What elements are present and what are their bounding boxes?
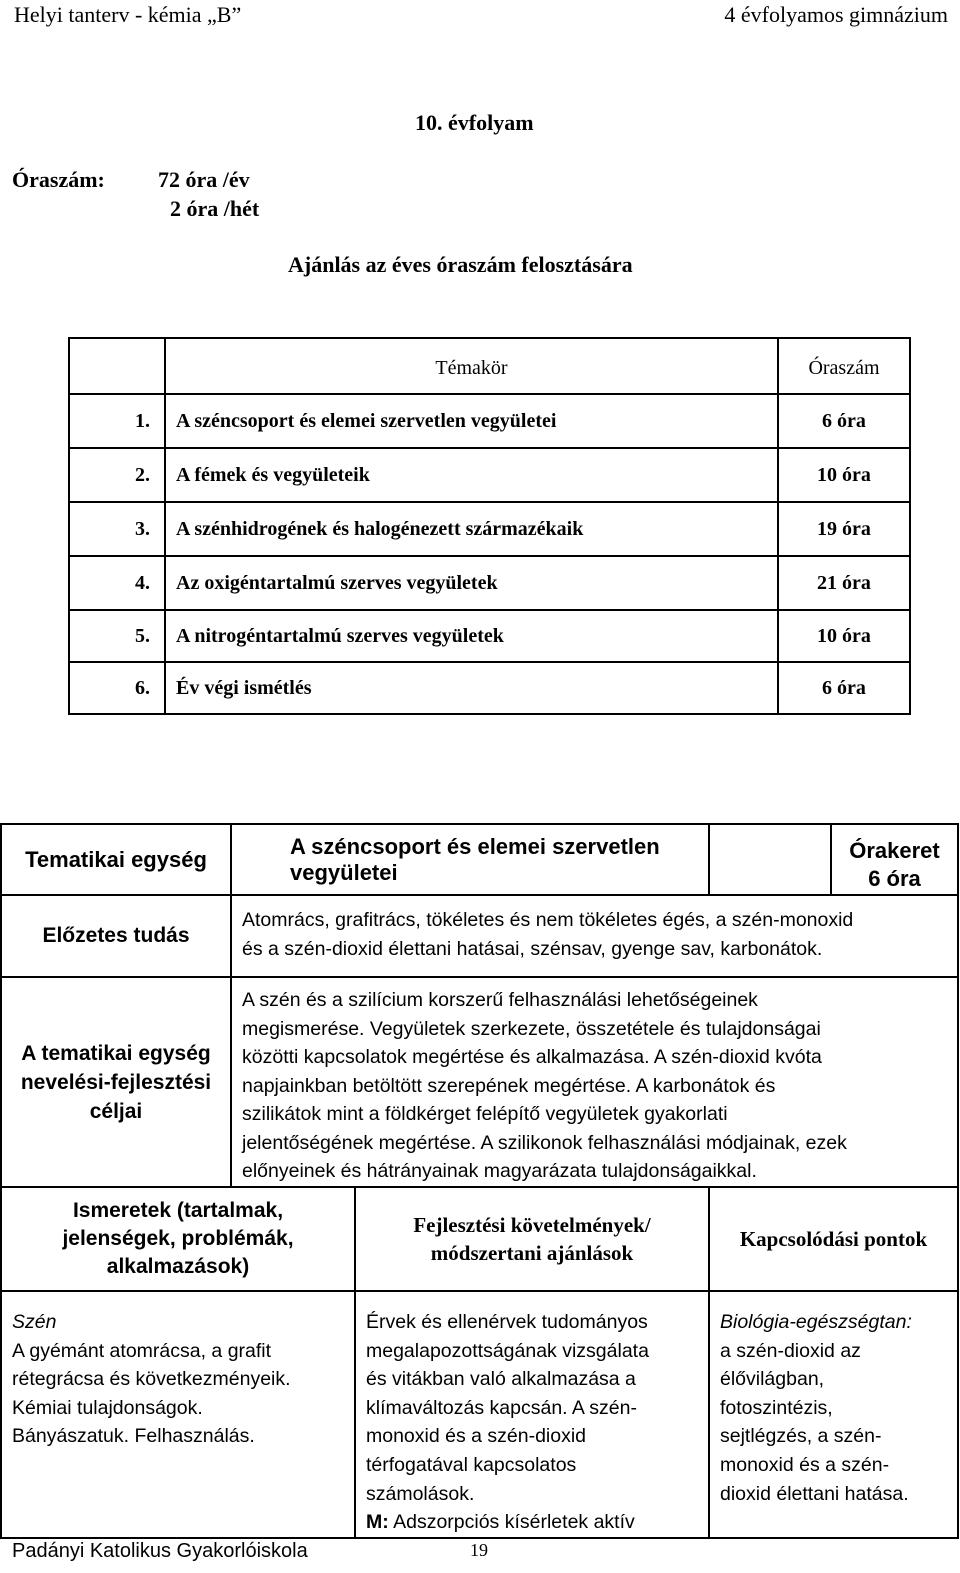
row-num: 6. [69, 662, 165, 714]
row-topic: A széncsoport és elemei szervetlen vegyületei [165, 394, 778, 448]
goals-line: jelentőségének megértése. A szilikonok felhasználási módjainak, ezek [242, 1131, 847, 1154]
goals-line: napjainkban betöltött szerepének megértése. A karbonátok és [242, 1074, 776, 1097]
col3-subtitle: Biológia-egészségtan: [720, 1311, 912, 1333]
goals-label-line: nevelési-fejlesztési [20, 1070, 212, 1094]
row-hours: 6 óra [778, 394, 910, 448]
row-hours: 10 óra [778, 610, 910, 662]
goals-line: megismerése. Vegyületek szerkezete, összetétele és tulajdonságai [242, 1017, 821, 1040]
col2-line: térfogatával kapcsolatos [366, 1453, 577, 1476]
col1-line: rétegrácsa és következményeik. [12, 1368, 291, 1391]
col2-head-line: módszertani ajánlások [430, 1241, 634, 1265]
col2-line: megalapozottságának vizsgálata [366, 1339, 649, 1362]
unit-title-row [1, 824, 958, 895]
unit-title: A széncsoport és elemei szervetlen vegyületei [290, 833, 660, 885]
col2-line: számolások. [366, 1482, 475, 1505]
unit-table [0, 823, 959, 1539]
col3-line: élővilágban, [720, 1368, 825, 1391]
col1-head-line: alkalmazások) [106, 1255, 250, 1278]
col3-line: monoxid és a szén- [720, 1453, 890, 1476]
hours-label: Óraszám: [12, 167, 105, 192]
col2-last-bold: M: [366, 1511, 389, 1534]
goals-label-line: A tematikai egység [21, 1041, 211, 1065]
table-row [69, 502, 910, 556]
prior-line: Atomrács, grafitrács, tökéletes és nem tökéletes égés, a szén-monoxid [242, 909, 854, 931]
table-row [69, 556, 910, 610]
col1-head [1, 1187, 355, 1291]
unit-label: Tematikai egység [1, 824, 231, 895]
goals-text [231, 977, 958, 1187]
grade-title: 10. évfolyam [415, 110, 534, 135]
row-num: 1. [69, 394, 165, 448]
prior-row [1, 895, 958, 977]
goals-line: A szén és a szilícium korszerű felhasználási lehetőségeinek [242, 989, 758, 1011]
col2-line: Érvek és ellenérvek tudományos [366, 1311, 648, 1333]
goals-line: közötti kapcsolatok megértése és alkalmazása. A szén-dioxid kvóta [242, 1046, 822, 1068]
col2-last-line [366, 1508, 702, 1537]
col3-head: Kapcsolódási pontok [709, 1187, 958, 1291]
overview-header-num [69, 338, 165, 394]
col2-head [355, 1187, 709, 1291]
col3-content [709, 1291, 958, 1538]
content-row [1, 1291, 958, 1538]
unit-title-cell [231, 824, 709, 895]
overview-header-row [69, 338, 910, 394]
row-num: 2. [69, 448, 165, 502]
col2-last-rest: Adszorpciós kísérletek aktív [388, 1511, 635, 1534]
goals-line: szilikátok mint a földkérget felépítő vegyületek gyakorlati [242, 1103, 728, 1125]
prior-text [231, 895, 958, 977]
table-row [69, 394, 910, 448]
col3-line: dioxid élettani hatása. [720, 1482, 909, 1505]
col1-subtitle: Szén [12, 1311, 57, 1333]
table-row [69, 662, 910, 714]
col1-line: A gyémánt atomrácsa, a grafit [12, 1339, 272, 1362]
footer-school: Padányi Katolikus Gyakorlóiskola [12, 1540, 308, 1562]
row-hours: 10 óra [778, 448, 910, 502]
col2-head-line: Fejlesztési követelmények/ [413, 1213, 651, 1237]
col1-line: Kémiai tulajdonságok. [12, 1396, 203, 1419]
goals-row [1, 977, 958, 1187]
row-hours: 19 óra [778, 502, 910, 556]
hours-per-year: 72 óra /év [158, 167, 250, 192]
row-num: 3. [69, 502, 165, 556]
header-right: 4 évfolyamos gimnázium [724, 2, 948, 27]
col1-content [1, 1291, 355, 1538]
col2-line: és vitákban való alkalmazása a [366, 1368, 636, 1391]
overview-table [68, 337, 911, 715]
col2-line: monoxid és a szén-dioxid [366, 1425, 587, 1448]
col3-line: fotoszintézis, [720, 1396, 833, 1419]
col1-head-line: Ismeretek (tartalmak, [72, 1199, 284, 1222]
col3-line: a szén-dioxid az [720, 1339, 861, 1362]
table-row [69, 448, 910, 502]
row-topic: Az oxigéntartalmú szerves vegyületek [165, 556, 778, 610]
row-topic: A szénhidrogének és halogénezett származékaik [165, 502, 778, 556]
prior-line: és a szén-dioxid élettani hatásai, szénsav, gyenge sav, karbonátok. [242, 938, 823, 960]
goals-label-line: céljai [89, 1099, 143, 1123]
unit-frame-label: Órakeret [849, 838, 940, 863]
row-topic: A fémek és vegyületeik [165, 448, 778, 502]
page-number: 19 [470, 1540, 488, 1560]
columns-header-row [1, 1187, 958, 1291]
row-hours: 6 óra [778, 662, 910, 714]
unit-frame-spacer [710, 825, 832, 894]
row-topic: A nitrogéntartalmú szerves vegyületek [165, 610, 778, 662]
header-left: Helyi tanterv - kémia „B” [14, 2, 242, 27]
row-num: 4. [69, 556, 165, 610]
row-topic: Év végi ismétlés [165, 662, 778, 714]
col2-line: klímaváltozás kapcsán. A szén- [366, 1396, 637, 1419]
row-hours: 21 óra [778, 556, 910, 610]
hours-per-week: 2 óra /hét [170, 196, 260, 221]
goals-line: előnyeinek és hátrányainak magyarázata tulajdonságaikkal. [242, 1160, 757, 1182]
prior-label: Előzetes tudás [1, 895, 231, 977]
overview-header-topic: Témakör [165, 338, 778, 394]
unit-frame-cell [709, 824, 958, 895]
recommend-title: Ajánlás az éves óraszám felosztására [288, 252, 633, 277]
unit-frame-value: 6 óra [868, 866, 921, 891]
row-num: 5. [69, 610, 165, 662]
unit-frame [832, 837, 957, 893]
col3-line: sejtlégzés, a szén- [720, 1425, 882, 1448]
table-row [69, 610, 910, 662]
col1-line: Bányászatuk. Felhasználás. [12, 1425, 255, 1448]
overview-header-hours: Óraszám [778, 338, 910, 394]
col2-content [355, 1291, 709, 1538]
col1-head-line: jelenségek, problémák, [62, 1227, 294, 1250]
goals-label [1, 977, 231, 1187]
